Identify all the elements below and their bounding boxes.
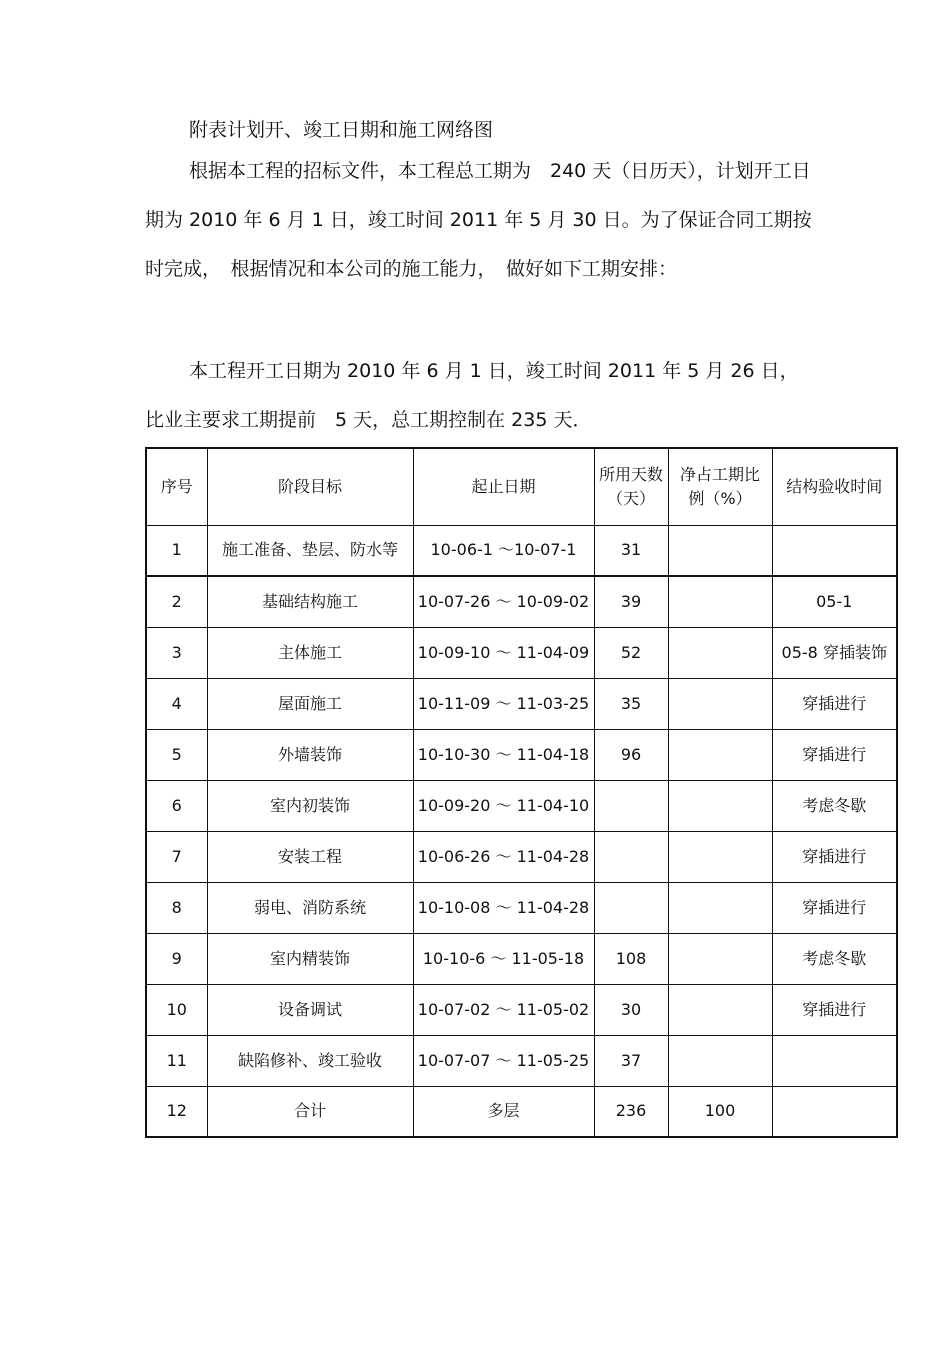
cell-ratio (668, 525, 772, 576)
schedule-table (145, 447, 898, 1138)
cell-dates: 10-07-26 ～ 10-09-02 (413, 576, 594, 627)
cell-acceptance (772, 525, 897, 576)
cell-no: 2 (146, 576, 207, 627)
cell-acceptance: 考虑冬歇 (772, 933, 897, 984)
intro-paragraph: 根据本工程的招标文件，本工程总工期为 240 天（日历天），计划开工日期为 2010 年 6 月 1 日，竣工时间 2011 年 5 月 30 日。为了保证合同工期按时完成， 根据情况和本公司的施工能力， 做好如下工期安排： (145, 160, 812, 280)
cell-ratio (668, 1035, 772, 1086)
header-no: 序号 (146, 448, 207, 525)
cell-no: 10 (146, 984, 207, 1035)
cell-days: 108 (594, 933, 668, 984)
table-row (146, 729, 897, 780)
cell-days (594, 780, 668, 831)
header-days: 所用天数（天） (594, 448, 668, 525)
cell-dates: 10-11-09 ～ 11-03-25 (413, 678, 594, 729)
cell-days (594, 831, 668, 882)
cell-acceptance: 考虑冬歇 (772, 780, 897, 831)
table-row-total (146, 1086, 897, 1137)
cell-days: 37 (594, 1035, 668, 1086)
cell-ratio (668, 678, 772, 729)
cell-days: 30 (594, 984, 668, 1035)
header-acceptance: 结构验收时间 (772, 448, 897, 525)
cell-stage: 合计 (207, 1086, 413, 1137)
cell-stage: 安装工程 (207, 831, 413, 882)
cell-ratio (668, 729, 772, 780)
cell-dates: 10-10-30 ～ 11-04-18 (413, 729, 594, 780)
table-row (146, 882, 897, 933)
cell-days: 236 (594, 1086, 668, 1137)
cell-acceptance: 穿插进行 (772, 678, 897, 729)
schedule-paragraph: 本工程开工日期为 2010 年 6 月 1 日，竣工时间 2011 年 5 月 26 日，比业主要求工期提前 5 天，总工期控制在 235 天． (145, 360, 799, 431)
cell-days: 39 (594, 576, 668, 627)
cell-stage: 室内初装饰 (207, 780, 413, 831)
cell-days: 31 (594, 525, 668, 576)
document-heading: 附表计划开、竣工日期和施工网络图 (189, 119, 494, 141)
cell-no: 5 (146, 729, 207, 780)
cell-ratio: 100 (668, 1086, 772, 1137)
cell-dates: 10-06-1 ～10-07-1 (413, 525, 594, 576)
table-row (146, 933, 897, 984)
cell-dates: 10-09-20 ～ 11-04-10 (413, 780, 594, 831)
cell-dates: 10-07-02 ～ 11-05-02 (413, 984, 594, 1035)
cell-stage: 施工准备、垫层、防水等 (207, 525, 413, 576)
cell-stage: 屋面施工 (207, 678, 413, 729)
cell-dates: 10-06-26 ～ 11-04-28 (413, 831, 594, 882)
cell-dates: 10-09-10 ～ 11-04-09 (413, 627, 594, 678)
cell-stage: 设备调试 (207, 984, 413, 1035)
table-row (146, 780, 897, 831)
table-row (146, 984, 897, 1035)
cell-ratio (668, 882, 772, 933)
table-row (146, 678, 897, 729)
header-dates: 起止日期 (413, 448, 594, 525)
cell-acceptance: 穿插进行 (772, 831, 897, 882)
header-stage: 阶段目标 (207, 448, 413, 525)
table-row (146, 1035, 897, 1086)
cell-no: 1 (146, 525, 207, 576)
cell-ratio (668, 627, 772, 678)
cell-acceptance (772, 1035, 897, 1086)
cell-no: 8 (146, 882, 207, 933)
cell-stage: 主体施工 (207, 627, 413, 678)
table-header-row (146, 448, 897, 525)
table-row (146, 525, 897, 576)
cell-no: 9 (146, 933, 207, 984)
cell-days: 52 (594, 627, 668, 678)
cell-acceptance: 05-1 (772, 576, 897, 627)
cell-no: 7 (146, 831, 207, 882)
cell-ratio (668, 780, 772, 831)
cell-no: 12 (146, 1086, 207, 1137)
cell-days: 35 (594, 678, 668, 729)
cell-no: 3 (146, 627, 207, 678)
cell-acceptance (772, 1086, 897, 1137)
table-row (146, 831, 897, 882)
cell-dates: 10-07-07 ～ 11-05-25 (413, 1035, 594, 1086)
cell-acceptance: 穿插进行 (772, 729, 897, 780)
cell-acceptance: 穿插进行 (772, 882, 897, 933)
table-row (146, 627, 897, 678)
cell-dates: 10-10-6 ～ 11-05-18 (413, 933, 594, 984)
cell-days: 96 (594, 729, 668, 780)
cell-stage: 弱电、消防系统 (207, 882, 413, 933)
cell-ratio (668, 933, 772, 984)
header-ratio: 净占工期比例（%） (668, 448, 772, 525)
cell-no: 4 (146, 678, 207, 729)
cell-acceptance: 05-8 穿插装饰 (772, 627, 897, 678)
cell-stage: 室内精装饰 (207, 933, 413, 984)
cell-days (594, 882, 668, 933)
cell-ratio (668, 576, 772, 627)
cell-stage: 外墙装饰 (207, 729, 413, 780)
cell-acceptance: 穿插进行 (772, 984, 897, 1035)
cell-dates: 多层 (413, 1086, 594, 1137)
cell-no: 6 (146, 780, 207, 831)
cell-stage: 基础结构施工 (207, 576, 413, 627)
cell-dates: 10-10-08 ～ 11-04-28 (413, 882, 594, 933)
cell-ratio (668, 831, 772, 882)
cell-no: 11 (146, 1035, 207, 1086)
table-row (146, 576, 897, 627)
cell-stage: 缺陷修补、竣工验收 (207, 1035, 413, 1086)
cell-ratio (668, 984, 772, 1035)
